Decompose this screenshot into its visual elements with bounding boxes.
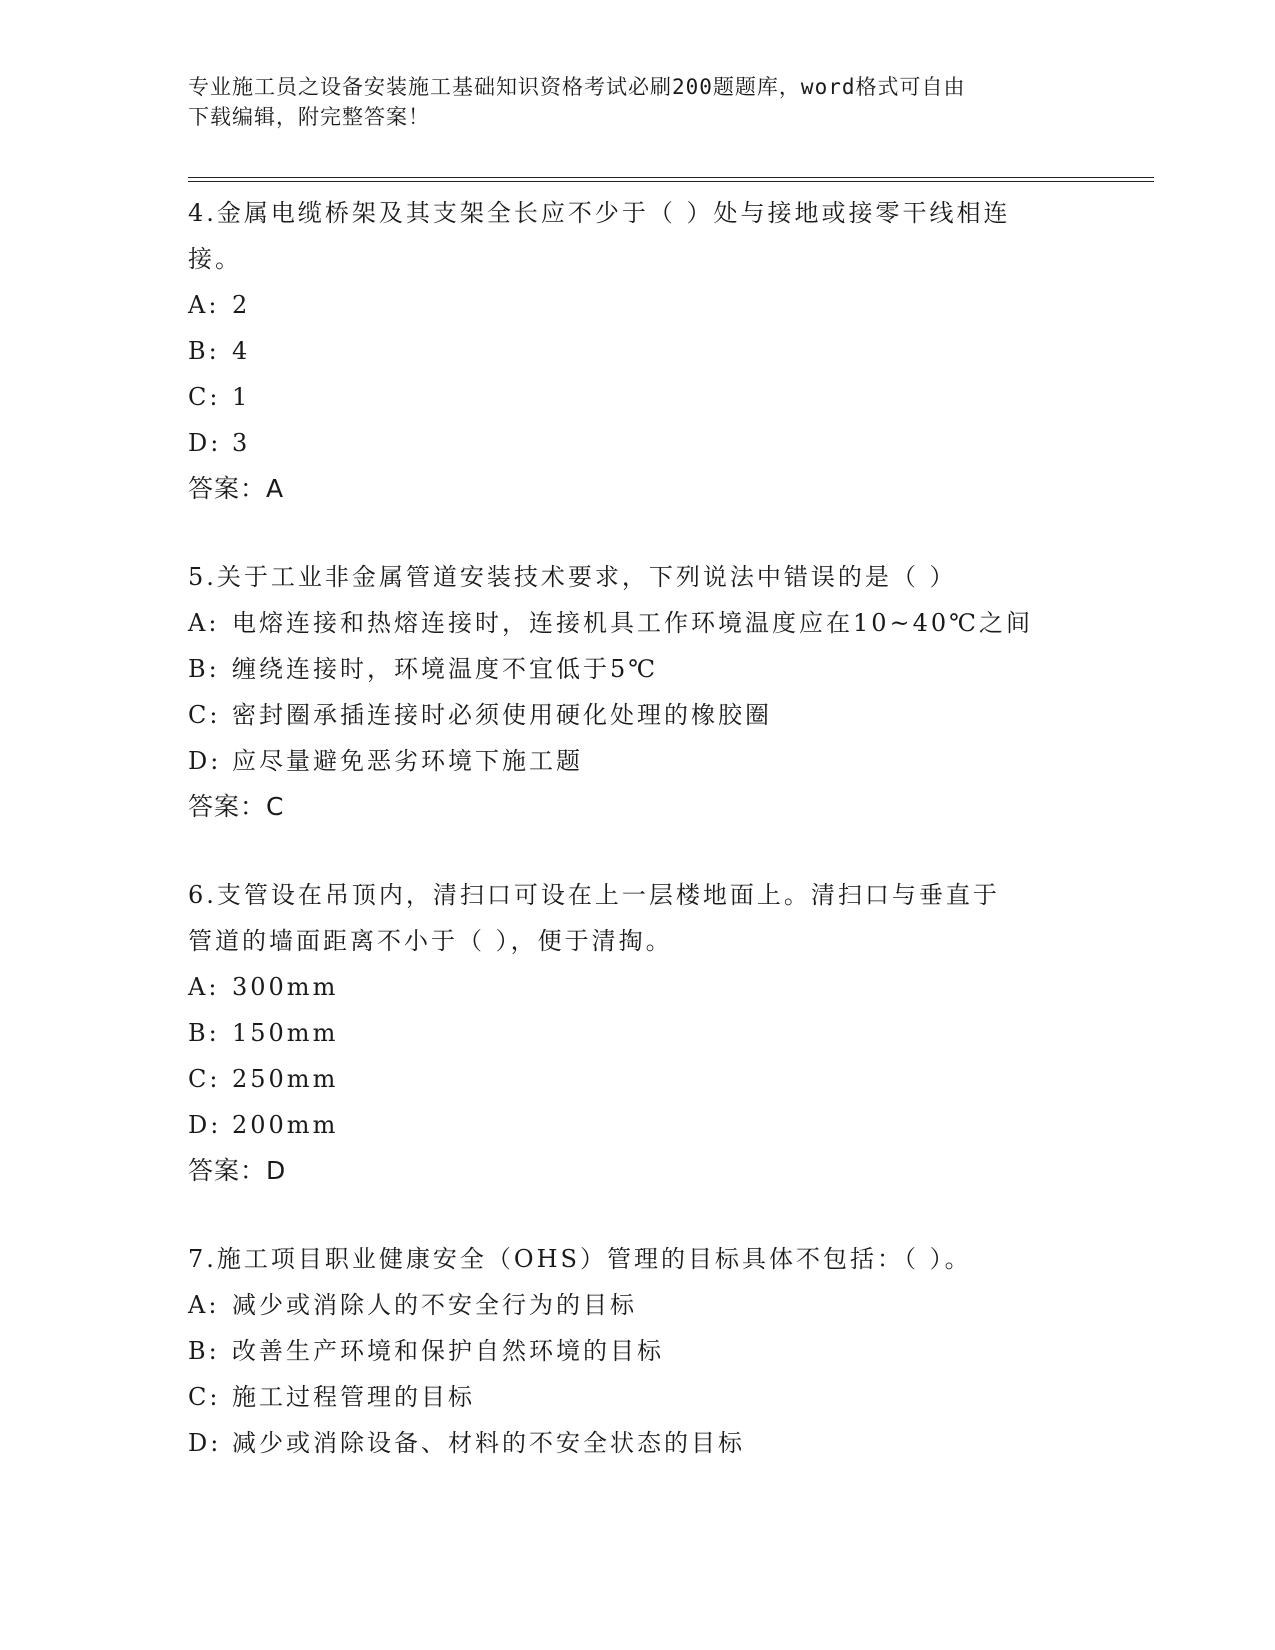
option-text: 300mm <box>232 973 339 1001</box>
option-a <box>188 600 1088 646</box>
question-stem: 4.金属电缆桥架及其支架全长应不少于（ ）处与接地或接零干线相连 <box>188 199 1011 227</box>
option-text: 减少或消除人的不安全行为的目标 <box>232 1291 637 1319</box>
option-b <box>188 646 1088 692</box>
option-letter: D: <box>188 429 222 457</box>
option-text: 150mm <box>232 1019 339 1047</box>
option-letter: C: <box>188 383 221 411</box>
option-text: 施工过程管理的目标 <box>232 1383 475 1411</box>
header-line-1: 专业施工员之设备安装施工基础知识资格考试必刷200题题库，word格式可自由 <box>188 75 966 99</box>
option-b <box>188 1328 1088 1374</box>
option-d <box>188 1102 1088 1148</box>
option-letter: A: <box>188 973 220 1001</box>
option-text: 缠绕连接时，环境温度不宜低于5℃ <box>232 655 659 683</box>
option-a <box>188 964 1088 1010</box>
option-letter: C: <box>188 701 221 729</box>
option-letter: B: <box>188 1019 220 1047</box>
question-stem: 7.施工项目职业健康安全（OHS）管理的目标具体不包括：（ ）。 <box>188 1245 972 1273</box>
option-letter: C: <box>188 1383 221 1411</box>
option-letter: A: <box>188 609 220 637</box>
option-c <box>188 692 1088 738</box>
option-c <box>188 1374 1088 1420</box>
option-text: 1 <box>232 383 251 411</box>
option-a <box>188 282 1088 328</box>
question-stem-continued: 管道的墙面距离不小于（ ），便于清掏。 <box>188 927 673 955</box>
option-text: 250mm <box>232 1065 339 1093</box>
option-text: 减少或消除设备、材料的不安全状态的目标 <box>232 1429 745 1457</box>
header-divider-top <box>188 177 1154 178</box>
option-text: 200mm <box>232 1111 339 1139</box>
option-letter: D: <box>188 1429 222 1457</box>
option-text: 电熔连接和热熔连接时，连接机具工作环境温度应在10~40℃之间 <box>232 609 1034 637</box>
option-letter: B: <box>188 1337 220 1365</box>
answer-line: 答案：D <box>188 1156 287 1185</box>
option-letter: C: <box>188 1065 221 1093</box>
option-c <box>188 374 1088 420</box>
header-line-2: 下载编辑，附完整答案！ <box>188 105 430 129</box>
question-stem: 6.支管设在吊顶内，清扫口可设在上一层楼地面上。清扫口与垂直于 <box>188 881 1000 909</box>
question-7 <box>188 1236 1088 1466</box>
option-letter: A: <box>188 1291 220 1319</box>
option-text: 密封圈承插连接时必须使用硬化处理的橡胶圈 <box>232 701 772 729</box>
option-b <box>188 328 1088 374</box>
question-stem: 5.关于工业非金属管道安装技术要求，下列说法中错误的是（ ） <box>188 563 957 591</box>
question-6 <box>188 872 1088 1194</box>
question-stem-continued: 接。 <box>188 245 242 273</box>
option-d <box>188 420 1088 466</box>
option-letter: B: <box>188 655 220 683</box>
option-text: 3 <box>232 429 251 457</box>
option-letter: D: <box>188 747 222 775</box>
question-5 <box>188 554 1088 830</box>
option-d <box>188 738 1088 784</box>
option-text: 4 <box>232 337 251 365</box>
option-c <box>188 1056 1088 1102</box>
option-text: 改善生产环境和保护自然环境的目标 <box>232 1337 664 1365</box>
option-b <box>188 1010 1088 1056</box>
option-text: 应尽量避免恶劣环境下施工题 <box>232 747 583 775</box>
option-letter: B: <box>188 337 220 365</box>
header-divider-bottom <box>188 181 1154 182</box>
answer-line: 答案：A <box>188 474 285 503</box>
option-d <box>188 1420 1088 1466</box>
option-a <box>188 1282 1088 1328</box>
question-4 <box>188 190 1088 512</box>
document-header <box>188 72 1088 132</box>
option-letter: A: <box>188 291 220 319</box>
option-text: 2 <box>232 291 251 319</box>
answer-line: 答案：C <box>188 792 285 821</box>
option-letter: D: <box>188 1111 222 1139</box>
question-list <box>188 190 1088 1508</box>
